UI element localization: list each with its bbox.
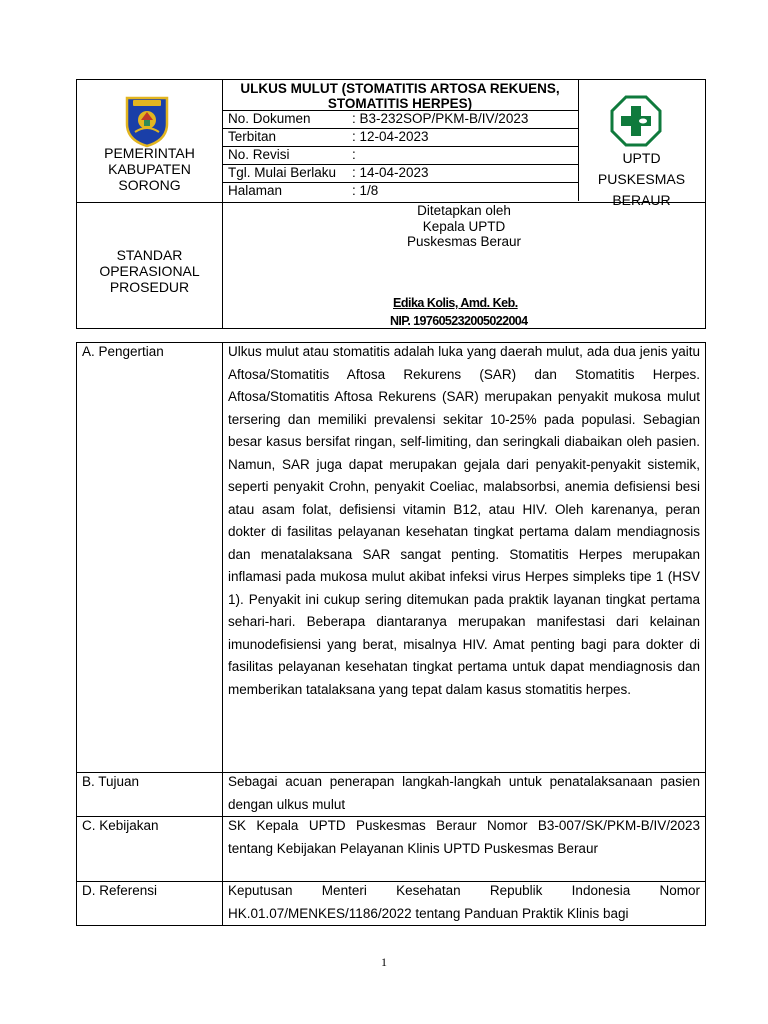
meta-value: : — [352, 147, 356, 162]
puskesmas-line: BERAUR — [612, 192, 671, 208]
puskesmas-name — [578, 148, 705, 211]
puskesmas-line: PUSKESMAS — [597, 171, 686, 187]
meta-label: No. Revisi — [228, 147, 290, 162]
meta-value: : B3-232SOP/PKM-B/IV/2023 — [352, 111, 529, 126]
meta-label: Tgl. Mulai Berlaku — [228, 165, 337, 180]
section-text-pengertian: Ulkus mulut atau stomatitis adalah luka yang daerah mulut, ada dua jenis yaitu Aftosa/Stomatitis Aftosa Rekurens (SAR) dan Stomatitis Herpes. Aftosa/Stomatitis Aftosa Rekurens (SAR) merupakan penyakit mukosa mulut tersering dan memiliki prevalensi sekitar 10-25% pada populasi. Sebagian besar kasus bersifat ringan, self-limiting, dan seringkali diabaikan oleh pasien. Namun, SAR juga dapat merupakan gejala dari penyakit-penyakit sistemik, seperti penyakit Crohn, penyakit Coeliac, malabsorbsi, anemia defisiensi besi atau asam folat, defisiensi vitamin B12, atau HIV. Oleh karenanya, peran dokter di fasilitas pelayanan kesehatan tingkat pertama dalam mendiagnosis dan menatalaksana SAR sangat penting. Stomatitis Herpes merupakan inflamasi pada mukosa mulut akibat infeksi virus Herpes simpleks tipe 1 (HSV 1). Penyakit ini cukup sering ditemukan pada praktik layanan tingkat pertama sehari-hari. Beberapa diantaranya merupakan manifestasi dari kelainan imunodefisiensi yang berat, misalnya HIV. Amat penting bagi para dokter di fasilitas pelayanan kesehatan tingkat pertama untuk dapat mendiagnosis dan memberikan tatalaksana yang tepat dalam kasus stomatitis herpes. — [228, 344, 700, 697]
puskesmas-logo-icon — [610, 95, 662, 147]
content-table — [76, 342, 706, 926]
government-name — [77, 145, 222, 193]
meta-label: Terbitan — [228, 129, 277, 144]
section-text-referensi: Keputusan Menteri Kesehatan Republik Indonesia Nomor HK.01.07/MENKES/1186/2022 tentang Panduan Praktik Klinis bagi — [228, 883, 700, 921]
meta-page — [228, 183, 378, 199]
sop-line: PROSEDUR — [109, 279, 190, 295]
ratification-line: Puskesmas Beraur — [406, 234, 522, 249]
sop-line: OPERASIONAL — [99, 263, 200, 279]
puskesmas-line: UPTD — [622, 150, 661, 166]
meta-value: : 12-04-2023 — [352, 129, 429, 144]
signer-nip: NIP. 197605232005022004 — [390, 314, 528, 328]
page-number: 1 — [381, 955, 387, 969]
sop-label — [77, 247, 222, 295]
sop-line: STANDAR — [116, 247, 183, 263]
document-title: ULKUS MULUT (STOMATITIS ARTOSA REKUENS, STOMATITIS HERPES) — [240, 81, 560, 111]
header-table — [76, 79, 706, 329]
government-line: PEMERINTAH — [104, 145, 195, 161]
meta-doc-number — [228, 111, 528, 127]
government-line: SORONG — [118, 177, 181, 193]
section-label-referensi: D. Referensi — [82, 883, 158, 898]
meta-label: Halaman — [228, 183, 283, 198]
meta-label: No. Dokumen — [228, 111, 311, 126]
ratification-block — [222, 203, 706, 250]
meta-value: : 14-04-2023 — [352, 165, 429, 180]
ratification-line: Kepala UPTD — [422, 218, 506, 234]
signer-name: Edika Kolis, Amd. Keb. — [393, 296, 518, 310]
ratification-line: Ditetapkan oleh — [417, 203, 511, 218]
section-text-tujuan: Sebagai acuan penerapan langkah-langkah untuk penatalaksanaan pasien dengan ulkus mulut — [228, 774, 700, 812]
meta-revision — [228, 147, 356, 163]
content-divider — [222, 343, 223, 925]
section-label-kebijakan: C. Kebijakan — [82, 818, 159, 833]
section-label-tujuan: B. Tujuan — [82, 774, 140, 789]
meta-start-date — [228, 165, 429, 181]
regency-emblem-icon — [121, 94, 173, 148]
meta-value: : 1/8 — [352, 183, 379, 198]
government-line: KABUPATEN — [108, 161, 191, 177]
section-text-kebijakan: SK Kepala UPTD Puskesmas Beraur Nomor B3-007/SK/PKM-B/IV/2023 tentang Kebijakan Pelayanan Klinis UPTD Puskesmas Beraur — [228, 818, 700, 856]
section-label-pengertian: A. Pengertian — [82, 344, 164, 359]
meta-issue — [228, 129, 429, 145]
